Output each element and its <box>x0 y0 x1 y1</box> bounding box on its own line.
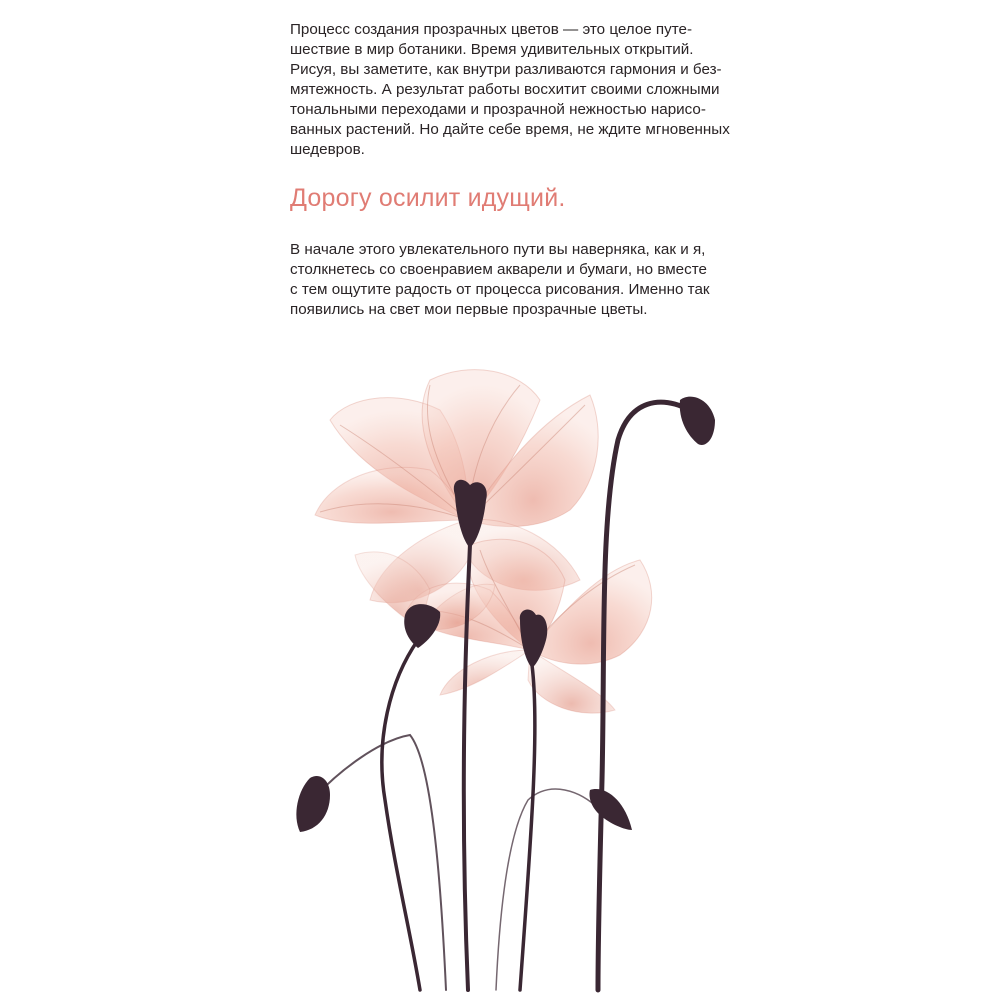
stem <box>598 402 690 990</box>
section-heading: Дорогу осилит идущий. <box>290 184 566 212</box>
text-line: с тем ощутите радость от процесса рисования. Именно так <box>290 281 710 298</box>
text-line: столкнетесь со своенравием акварели и бумаги, но вместе <box>290 261 707 278</box>
left-poppy-pod <box>404 604 440 648</box>
stem <box>382 640 420 990</box>
text-line: тональными переходами и прозрачной нежностью нарисо- <box>290 101 706 118</box>
stem <box>520 665 535 990</box>
text-line: Рисуя, вы заметите, как внутри разливаются гармония и без- <box>290 61 722 78</box>
stem <box>496 789 600 990</box>
text-line: шедевров. <box>290 141 365 158</box>
left-low-bud <box>296 776 330 832</box>
petal <box>440 650 530 695</box>
text-line: шествие в мир ботаники. Время удивительных открытий. <box>290 41 694 58</box>
top-right-bud <box>680 397 715 445</box>
text-line: появились на свет мои первые прозрачные цветы. <box>290 301 648 318</box>
text-line: ванных растений. Но дайте себе время, не ждите мгновенных <box>290 121 730 138</box>
right-low-bud <box>589 789 632 830</box>
text-line: Процесс создания прозрачных цветов — это целое путе- <box>290 21 693 38</box>
text-line: В начале этого увлекательного пути вы наверняка, как и я, <box>290 241 706 258</box>
text-line: мятежность. А результат работы восхитит своими сложными <box>290 81 720 98</box>
